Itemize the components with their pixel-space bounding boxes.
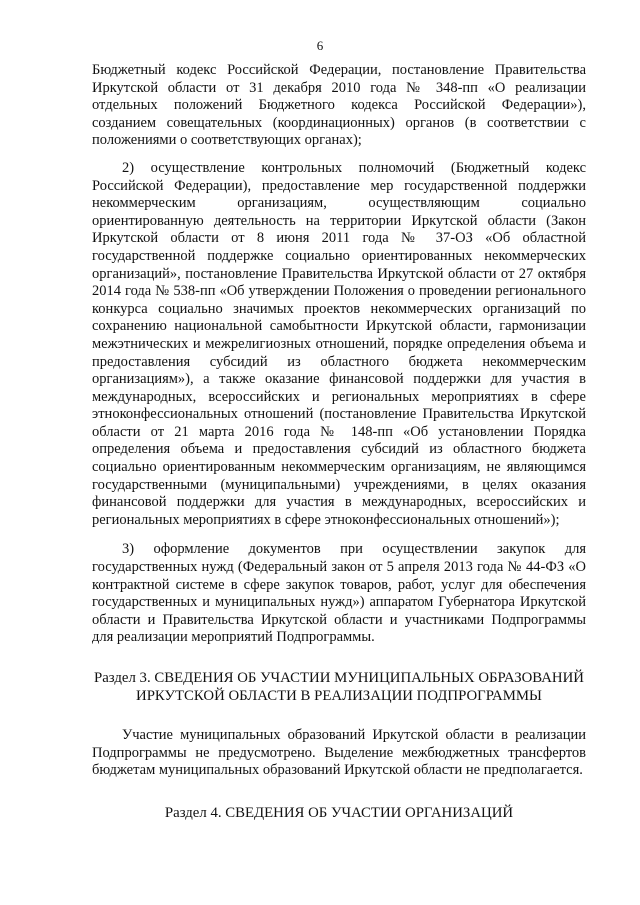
paragraph-continuation: Бюджетный кодекс Российской Федерации, постановление Правительства Иркутской области от 31 декабря 2010 года № 348-пп «О реализации отдельных положений Бюджетного кодекса Российской Федерации»), созданием совещательных (координационных) органов (в соответствии с положениями о соответствующих органах);	[92, 62, 586, 149]
page-number: 6	[316, 38, 324, 53]
section-4-heading: Раздел 4. СВЕДЕНИЯ ОБ УЧАСТИИ ОРГАНИЗАЦИЙ	[164, 804, 514, 821]
page-body	[92, 62, 586, 822]
section-3-paragraph: Участие муниципальных образований Иркутской области в реализации Подпрограммы не предусмотрено. Выделение межбюджетных трансфертов бюджетам муниципальных образований Иркутской области не предполагается.	[92, 727, 586, 779]
paragraph-item-3: 3) оформление документов при осуществлении закупок для государственных нужд (Федеральный закон от 5 апреля 2013 года № 44-ФЗ «О контрактной системе в сфере закупок товаров, работ, услуг для обеспечения государственных и муниципальных нужд») аппаратом Губернатора Иркутской области и Правительства Иркутской области и участниками Подпрограммы для реализации мероприятий Подпрограммы.	[92, 541, 586, 646]
section-3-heading: Раздел 3. СВЕДЕНИЯ ОБ УЧАСТИИ МУНИЦИПАЛЬНЫХ ОБРАЗОВАНИЙ ИРКУТСКОЙ ОБЛАСТИ В РЕАЛИЗАЦИИ ПОДПРОГРАММЫ	[94, 670, 584, 704]
paragraph-item-2: 2) осуществление контрольных полномочий (Бюджетный кодекс Российской Федерации), предоставление мер государственной поддержки некоммерческим организациям, осуществляющим социально ориентированную деятельность на территории Иркутской области (Закон Иркутской области от 8 июня 2011 года № 37-ОЗ «Об областной государственной поддержке социально ориентированных некоммерческих организаций», постановление Правительства Иркутской области от 27 октября 2014 года № 538-пп «Об утверждении Положения о проведении регионального конкурса социально значимых проектов некоммерческих организаций по сохранению национальной самобытности Иркутской области, гармонизации межэтнических и межрелигиозных отношений, порядке определения объема и предоставления субсидий из областного бюджета некоммерческим организациям»), а также оказание финансовой поддержки для участия в международных, всероссийских и региональных мероприятиях в сфере этноконфессиональных отношений (постановление Правительства Иркутской области от 21 марта 2016 года № 148-пп «Об установлении Порядка определения объема и предоставления субсидий из областного бюджета социально ориентированным некоммерческим организациям, не являющимся государственными (муниципальными) учреждениями, в целях оказания финансовой поддержки для участия в международных, всероссийских и региональных мероприятиях в сфере этноконфессиональных отношений»);	[92, 159, 586, 528]
